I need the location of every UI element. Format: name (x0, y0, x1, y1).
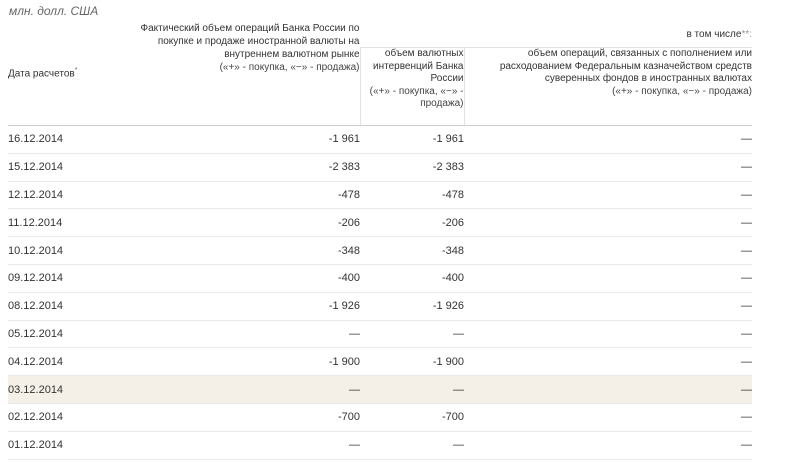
table-row (8, 431, 752, 459)
cell-total: -2 383 (116, 153, 360, 181)
cell-total: — (116, 320, 360, 348)
table-row (8, 153, 752, 181)
header-total-operations (116, 22, 360, 126)
cell-total: -400 (116, 264, 360, 292)
cell-date: 11.12.2014 (8, 209, 116, 237)
header-interventions-label: объем валютных интервенций Банка России (373, 48, 464, 84)
cell-fund-operations: — (464, 320, 752, 348)
cell-fund-operations: — (464, 292, 752, 320)
cell-date: 02.12.2014 (8, 403, 116, 431)
cell-date: 15.12.2014 (8, 153, 116, 181)
cell-total: -478 (116, 181, 360, 209)
cell-fund-operations: — (464, 348, 752, 376)
cell-interventions: — (360, 320, 464, 348)
cell-fund-operations: — (464, 209, 752, 237)
header-fund-note: («+» - покупка, «−» - продажа) (612, 85, 752, 97)
cell-fund-operations: — (464, 126, 752, 154)
cell-date: 04.12.2014 (8, 348, 116, 376)
cell-fund-operations: — (464, 237, 752, 265)
cell-total: — (116, 376, 360, 404)
cell-date: 10.12.2014 (8, 237, 116, 265)
fx-operations-table (8, 22, 752, 460)
cell-interventions: -1 926 (360, 292, 464, 320)
table-row (8, 403, 752, 431)
cell-fund-operations: — (464, 376, 752, 404)
cell-total: — (116, 431, 360, 459)
cell-fund-operations: — (464, 431, 752, 459)
header-interventions (360, 48, 464, 126)
table-body (8, 126, 752, 460)
cell-total: -700 (116, 403, 360, 431)
header-date-footnote-mark: * (74, 67, 78, 75)
table-row (8, 126, 752, 154)
cell-interventions: -700 (360, 403, 464, 431)
cell-date: 03.12.2014 (8, 376, 116, 404)
cell-total: -1 900 (116, 348, 360, 376)
table-row (8, 264, 752, 292)
header-date-label: Дата расчетов (8, 68, 75, 80)
header-including-label: в том числе (686, 29, 742, 40)
header-total-note: («+» - покупка, «−» - продажа) (219, 62, 360, 73)
cell-interventions: -2 383 (360, 153, 464, 181)
table-row (8, 181, 752, 209)
cell-total: -206 (116, 209, 360, 237)
cell-interventions: -400 (360, 264, 464, 292)
header-fund-operations (464, 48, 752, 126)
cell-date: 05.12.2014 (8, 320, 116, 348)
cell-fund-operations: — (464, 264, 752, 292)
cell-date: 09.12.2014 (8, 264, 116, 292)
cell-fund-operations: — (464, 181, 752, 209)
header-total-label: Фактический объем операций Банка России по покупке и продаже иностранной валюты на внутреннем валютном рынке (140, 23, 360, 60)
cell-interventions: — (360, 376, 464, 404)
cell-interventions: -348 (360, 237, 464, 265)
table-row-highlighted (8, 376, 752, 404)
cell-interventions: — (360, 431, 464, 459)
cell-fund-operations: — (464, 153, 752, 181)
table-row (8, 348, 752, 376)
table-row (8, 209, 752, 237)
cell-date: 12.12.2014 (8, 181, 116, 209)
table-row (8, 292, 752, 320)
unit-note: млн. долл. США (9, 4, 99, 18)
header-fund-label: объем операций, связанных с пополнением или расходованием Федеральным казначейством средств суверенных фондов в иностранных валютах (499, 48, 752, 84)
cell-interventions: -478 (360, 181, 464, 209)
cell-interventions: -1 900 (360, 348, 464, 376)
header-including (360, 22, 752, 48)
cell-date: 01.12.2014 (8, 431, 116, 459)
cell-fund-operations: — (464, 403, 752, 431)
cell-interventions: -206 (360, 209, 464, 237)
header-including-footnote-mark: **: (741, 29, 752, 40)
header-interventions-note: («+» - покупка, «−» - продажа) (369, 85, 464, 109)
cell-total: -348 (116, 237, 360, 265)
cell-date: 16.12.2014 (8, 126, 116, 154)
cell-total: -1 926 (116, 292, 360, 320)
cell-interventions: -1 961 (360, 126, 464, 154)
cell-date: 08.12.2014 (8, 292, 116, 320)
table-row (8, 320, 752, 348)
table-header (8, 22, 752, 126)
table-row (8, 237, 752, 265)
cell-total: -1 961 (116, 126, 360, 154)
header-date (8, 22, 116, 126)
